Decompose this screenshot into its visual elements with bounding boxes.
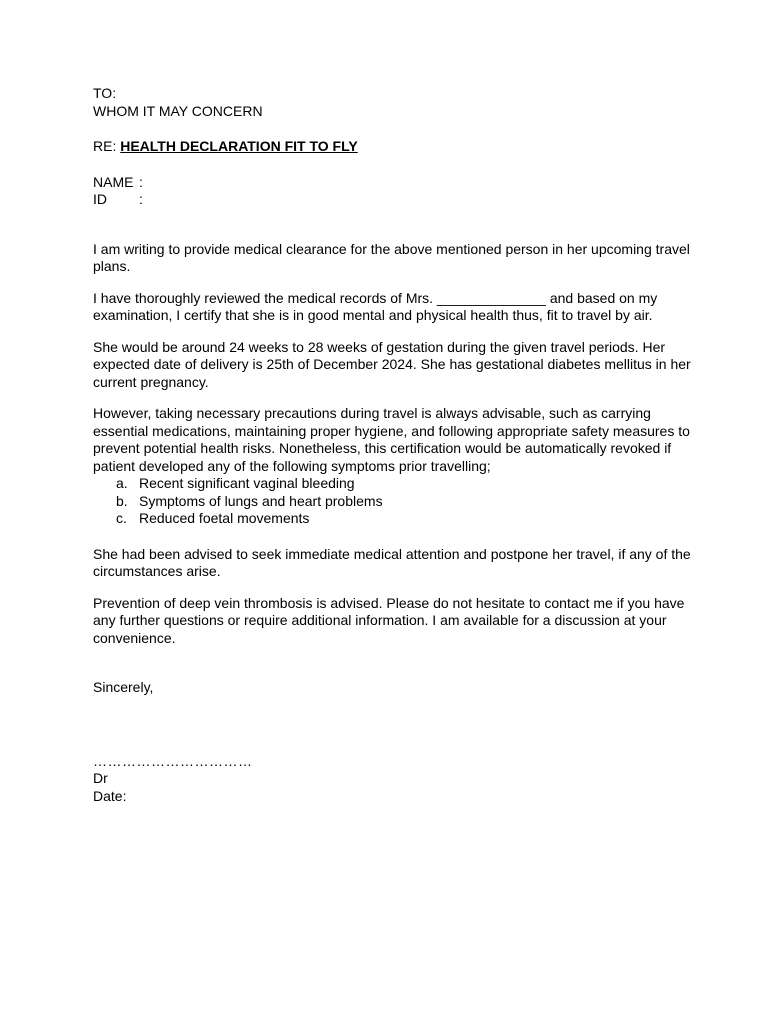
paragraph-advice: She had been advised to seek immediate medical attention and postpone her travel, if any of the circumstances arise. — [93, 545, 691, 579]
paragraph-clearance: I am writing to provide medical clearance for the above mentioned person in her upcoming travel plans. — [93, 240, 690, 274]
field-name-separator: : — [139, 173, 143, 190]
signature-line: …………………………… — [93, 752, 253, 769]
letter-page — [93, 85, 693, 805]
list-item-text: Recent significant vaginal bleeding — [139, 475, 355, 491]
field-id-separator: : — [139, 191, 143, 207]
to-label: TO: — [93, 85, 117, 101]
list-marker: b. — [116, 492, 128, 509]
list-marker: c. — [116, 510, 127, 526]
closing: Sincerely, — [93, 679, 154, 695]
recipient: WHOM IT MAY CONCERN — [93, 102, 263, 119]
date-label: Date: — [93, 787, 127, 804]
list-item-text: Reduced foetal movements — [139, 510, 310, 526]
field-name-label: NAME — [93, 173, 134, 190]
signer-title: Dr — [93, 770, 108, 786]
paragraph-dvt: Prevention of deep vein thrombosis is advised. Please do not hesitate to contact me if you have any further questions or require additional information. I am available for a discussion at your convenience. — [93, 594, 685, 646]
subject-title: HEALTH DECLARATION FIT TO FLY — [120, 138, 358, 154]
field-id-label: ID — [93, 191, 107, 207]
list-item — [116, 475, 693, 493]
list-item-text: Symptoms of lungs and heart problems — [139, 492, 383, 509]
field-name-row — [93, 174, 693, 192]
list-item — [116, 510, 693, 528]
paragraph-gestation: She would be around 24 weeks to 28 weeks of gestation during the given travel periods. Her expected date of delivery is 25th of December 2024. She has gestational diabetes mellitus in her current pregnancy. — [93, 338, 691, 390]
list-item — [116, 492, 693, 511]
field-id-row — [93, 191, 693, 209]
subject-prefix: RE: — [93, 138, 121, 154]
paragraph-precautions: However, taking necessary precautions during travel is always advisable, such as carrying essential medications, maintaining proper hygiene, and following appropriate safety measures to prevent potential health risks. Nonetheless, this certification would be automatically revoked if patient developed any of the following symptoms prior travelling; — [93, 405, 690, 474]
symptom-list — [93, 475, 693, 528]
subject-line — [93, 138, 693, 156]
list-marker: a. — [116, 475, 128, 491]
paragraph-review: I have thoroughly reviewed the medical records of Mrs. ______________ and based on my examination, I certify that she is in good mental and physical health thus, fit to travel by air. — [93, 289, 658, 323]
